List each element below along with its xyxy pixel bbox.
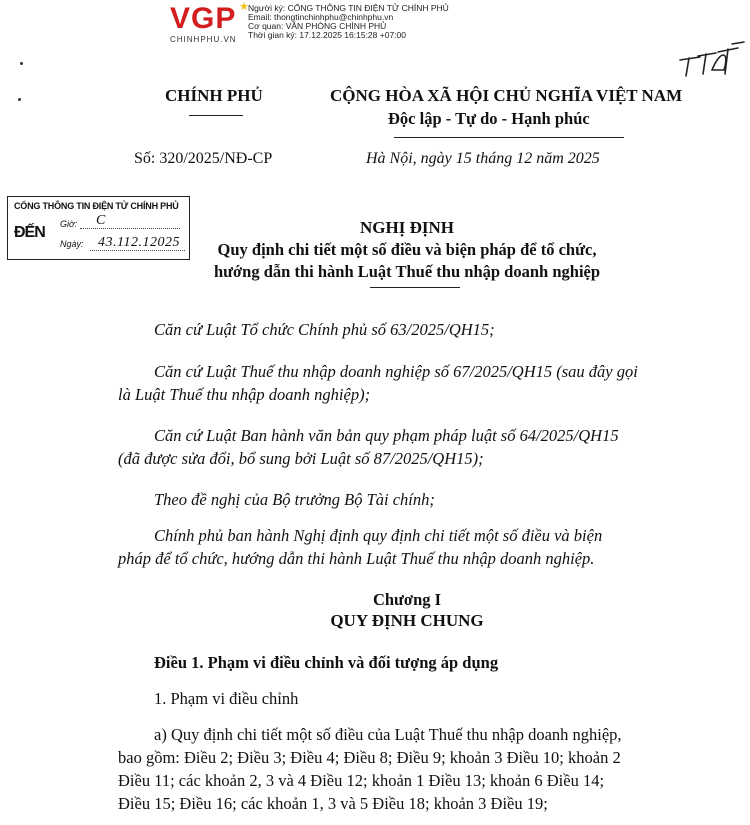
issuer-name: CHÍNH PHỦ: [165, 86, 263, 105]
divider: [370, 287, 460, 288]
document-number: Số: 320/2025/NĐ-CP: [134, 150, 273, 167]
signer-line: Người ký: CỔNG THÔNG TIN ĐIỆN TỬ CHÍNH PHỦ: [248, 3, 449, 13]
stamp-time-label: Giờ:: [60, 219, 77, 229]
stamp-time-value: C: [96, 213, 106, 228]
decree-subtitle: Quy định chi tiết một số điều và biện pháp để tổ chức,: [217, 240, 597, 259]
speck: [18, 98, 21, 101]
signer-line: Email: thongtinchinhphu@chinhphu.vn: [248, 12, 394, 22]
stamp-title: CỔNG THÔNG TIN ĐIỆN TỬ CHÍNH PHỦ: [14, 201, 179, 211]
article-heading: Điều 1. Phạm vi điều chỉnh và đối tượng áp dụng: [154, 653, 499, 672]
point-text: bao gồm: Điều 2; Điều 3; Điều 4; Điều 8; Điều 9; khoản 3 Điều 10; khoản 2: [118, 748, 621, 767]
stamp-date-label: Ngày:: [60, 239, 84, 249]
chapter-title: QUY ĐỊNH CHUNG: [330, 611, 484, 630]
star-icon: ★: [239, 1, 249, 13]
point-text: Điều 11; các khoản 2, 3 và 4 Điều 12; khoản 1 Điều 13; khoản 6 Điều 14;: [118, 771, 605, 790]
point-text: a) Quy định chi tiết một số điều của Luật Thuế thu nhập doanh nghiệp,: [154, 725, 622, 744]
proposal-basis: Theo đề nghị của Bộ trưởng Bộ Tài chính;: [154, 490, 435, 509]
vgp-logo: [170, 2, 250, 42]
clause-heading: 1. Phạm vi điều chỉnh: [154, 689, 299, 708]
stamp-date-value: 43.112.12025: [98, 235, 180, 250]
digital-signature-info: [248, 4, 449, 40]
legal-basis: Căn cứ Luật Ban hành văn bản quy phạm pháp luật số 64/2025/QH15: [154, 426, 619, 445]
chapter-label: Chương I: [372, 590, 442, 609]
divider: [394, 137, 624, 138]
legal-basis: Căn cứ Luật Tổ chức Chính phủ số 63/2025/QH15;: [154, 320, 495, 339]
legal-basis-cont: là Luật Thuế thu nhập doanh nghiệp);: [118, 385, 371, 404]
logo-subtext: CHINHPHU.VN: [170, 35, 237, 44]
promulgation-statement: Chính phủ ban hành Nghị định quy định chi tiết một số điều và biện: [154, 526, 603, 545]
promulgation-statement-cont: pháp để tổ chức, hướng dẫn thi hành Luật Thuế thu nhập doanh nghiệp.: [118, 549, 595, 568]
signer-line: Thời gian ký: 17.12.2025 16:15:28 +07:00: [248, 30, 406, 40]
national-motto: Độc lập - Tự do - Hạnh phúc: [388, 109, 590, 128]
stamp-den: ĐẾN: [14, 224, 45, 241]
decree-subtitle: hướng dẫn thi hành Luật Thuế thu nhập doanh nghiệp: [213, 262, 601, 281]
decree-title: NGHỊ ĐỊNH: [360, 218, 454, 237]
logo-text: VGP: [170, 2, 237, 35]
document-date: Hà Nội, ngày 15 tháng 12 năm 2025: [366, 150, 600, 167]
divider: [189, 115, 243, 116]
legal-basis-cont: (đã được sửa đổi, bổ sung bởi Luật số 87/2025/QH15);: [118, 449, 484, 468]
legal-basis: Căn cứ Luật Thuế thu nhập doanh nghiệp số 67/2025/QH15 (sau đây gọi: [154, 362, 638, 381]
speck: [20, 62, 23, 65]
point-text: Điều 15; Điều 16; các khoản 1, 3 và 5 Điều 18; khoản 3 Điều 19;: [118, 794, 548, 813]
signer-line: Cơ quan: VĂN PHÒNG CHÍNH PHỦ: [248, 21, 387, 31]
nation-name: CỘNG HÒA XÃ HỘI CHỦ NGHĨA VIỆT NAM: [330, 86, 683, 105]
handwritten-mark: [676, 40, 746, 80]
